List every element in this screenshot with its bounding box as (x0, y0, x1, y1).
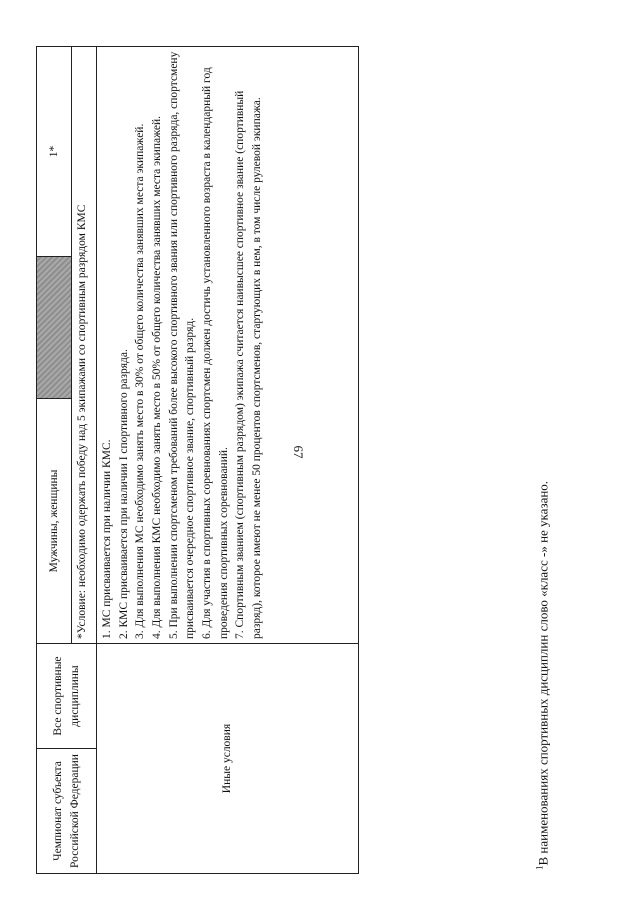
condition-item: 1. МС присваивается при наличии КМС. (101, 439, 113, 639)
qualification-table (36, 46, 359, 874)
condition-note-cell: *Условие: необходимо одержать победу над 5 экипажами со спортивным разрядом КМС (72, 47, 97, 644)
footnote-marker: 1 (534, 865, 545, 870)
condition-item: 3. Для выполнения МС необходимо занять место в 30% от общего количества занявших места экипажей. (134, 123, 147, 639)
disciplines-cell: Все спортивные дисциплины (37, 644, 97, 749)
condition-item: 7. Спортивным званием (спортивным разрядом) экипажа считается наивысшее спортивное звание (спортивный разряд), которое имеют не менее 50 процентов спортсменов, стартующих в нем, в том числе рулевой экипажа. (234, 90, 264, 639)
condition-item: 6. Для участия в спортивных соревнованиях спортсмен должен достичь установленного возраста в календарный год проведения спортивных соревнований. (201, 67, 230, 639)
gender-cell: Мужчины, женщины (37, 399, 72, 644)
page-number: 67 (291, 445, 306, 459)
shaded-cell (37, 257, 72, 399)
condition-item: 2. КМС присваивается при наличии I спортивного разряда. (117, 349, 130, 639)
conditions-list (97, 47, 359, 644)
championship-cell: Чемпионат субъекта Российской Федерации (37, 749, 97, 874)
condition-item: 4. Для выполнения КМС необходимо занять место в 50% от общего количества занявших места экипажей. (151, 115, 164, 639)
condition-item: 5. При выполнении спортсменом требований более высокого спортивного звания или спортивного разряда, спортсмену присваивается очередное спортивное звание, спортивный разряд. (167, 51, 197, 639)
footnote (534, 450, 551, 870)
places-cell: 1* (37, 47, 72, 257)
other-conditions-label: Иные условия (97, 644, 359, 874)
rotated-table-frame (36, 47, 359, 874)
footnote-text: В наименованиях спортивных дисциплин слово «класс -» не указано. (535, 480, 551, 866)
